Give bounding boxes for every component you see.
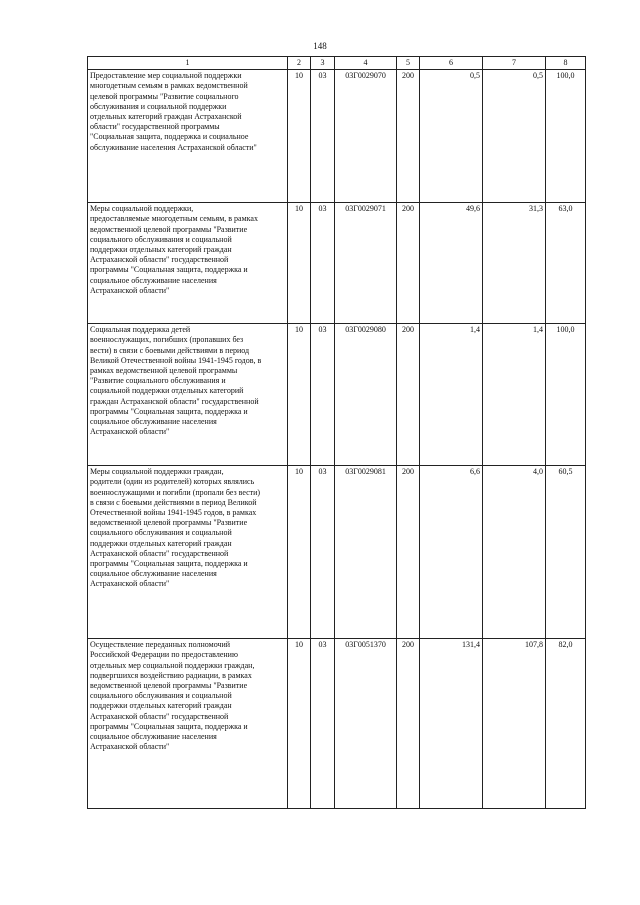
section-code: 10 — [288, 324, 311, 466]
header-cell: 7 — [483, 57, 546, 70]
header-cell: 2 — [288, 57, 311, 70]
subsection-code: 03 — [311, 203, 335, 324]
table-row — [88, 324, 586, 466]
target-article-code: 03Г0029071 — [335, 203, 397, 324]
target-article-code: 03Г0029070 — [335, 70, 397, 203]
table-row — [88, 203, 586, 324]
header-cell: 8 — [546, 57, 586, 70]
row-description: Социальная поддержка детей военнослужащих, погибших (пропавших без вести) в связи с боевыми действиями в период Великой Отечественной войны 1941-1945 годов, в рамках ведомственной целевой программы "Развитие социального обслуживания и социальной поддержки отдельных категорий граждан Астраханской области" государственной программы "Социальная защита, поддержка и социальное обслуживание населения Астраханской области" — [88, 324, 288, 466]
actual-amount: 107,8 — [483, 639, 546, 809]
subsection-code: 03 — [311, 70, 335, 203]
expense-type-code: 200 — [397, 203, 420, 324]
actual-amount: 4,0 — [483, 466, 546, 639]
page-number: 148 — [313, 41, 327, 51]
actual-amount: 31,3 — [483, 203, 546, 324]
planned-amount: 6,6 — [420, 466, 483, 639]
subsection-code: 03 — [311, 466, 335, 639]
row-description: Предоставление мер социальной поддержки многодетным семьям в рамках ведомственной целевой программы "Развитие социального обслуживания и социальной поддержки отдельных категорий граждан Астраханской области" государственной программы "Социальная защита, поддержка и социальное обслуживание населения Астраханской области" — [88, 70, 288, 203]
section-code: 10 — [288, 639, 311, 809]
expense-type-code: 200 — [397, 466, 420, 639]
subsection-code: 03 — [311, 324, 335, 466]
header-cell: 3 — [311, 57, 335, 70]
table-row — [88, 639, 586, 809]
target-article-code: 03Г0029080 — [335, 324, 397, 466]
expense-type-code: 200 — [397, 70, 420, 203]
table-row — [88, 466, 586, 639]
expense-type-code: 200 — [397, 639, 420, 809]
execution-percent: 60,5 — [546, 466, 586, 639]
row-description: Меры социальной поддержки граждан, родители (один из родителей) которых являлись военнослужащими и погибли (пропали без вести) в связи с боевыми действиями в период Великой Отечественной войны 1941-1945 годов, в рамках ведомственной целевой программы "Развитие социального обслуживания и социальной поддержки отдельных категорий граждан Астраханской области" государственной программы "Социальная защита, поддержка и социальное обслуживание населения Астраханской области" — [88, 466, 288, 639]
row-description: Меры социальной поддержки, предоставляемые многодетным семьям, в рамках ведомственной целевой программы "Развитие социального обслуживания и социальной поддержки отдельных категорий граждан Астраханской области" государственной программы "Социальная защита, поддержка и социальное обслуживание населения Астраханской области" — [88, 203, 288, 324]
row-description: Осуществление переданных полномочий Российской Федерации по предоставлению отдельных мер социальной поддержки граждан, подвергшихся воздействию радиации, в рамках ведомственной целевой программы "Развитие социального обслуживания и социальной поддержки отдельных категорий граждан Астраханской области" государственной программы "Социальная защита, поддержка и социальное обслуживание населения Астраханской области" — [88, 639, 288, 809]
actual-amount: 0,5 — [483, 70, 546, 203]
execution-percent: 63,0 — [546, 203, 586, 324]
planned-amount: 1,4 — [420, 324, 483, 466]
expense-type-code: 200 — [397, 324, 420, 466]
section-code: 10 — [288, 466, 311, 639]
header-cell: 6 — [420, 57, 483, 70]
execution-percent: 100,0 — [546, 324, 586, 466]
execution-percent: 82,0 — [546, 639, 586, 809]
planned-amount: 0,5 — [420, 70, 483, 203]
table-row — [88, 70, 586, 203]
target-article-code: 03Г0029081 — [335, 466, 397, 639]
planned-amount: 49,6 — [420, 203, 483, 324]
execution-percent: 100,0 — [546, 70, 586, 203]
actual-amount: 1,4 — [483, 324, 546, 466]
header-cell: 5 — [397, 57, 420, 70]
target-article-code: 03Г0051370 — [335, 639, 397, 809]
budget-table — [87, 56, 586, 809]
header-cell: 4 — [335, 57, 397, 70]
planned-amount: 131,4 — [420, 639, 483, 809]
section-code: 10 — [288, 70, 311, 203]
table-header-row — [88, 57, 586, 70]
subsection-code: 03 — [311, 639, 335, 809]
section-code: 10 — [288, 203, 311, 324]
header-cell: 1 — [88, 57, 288, 70]
